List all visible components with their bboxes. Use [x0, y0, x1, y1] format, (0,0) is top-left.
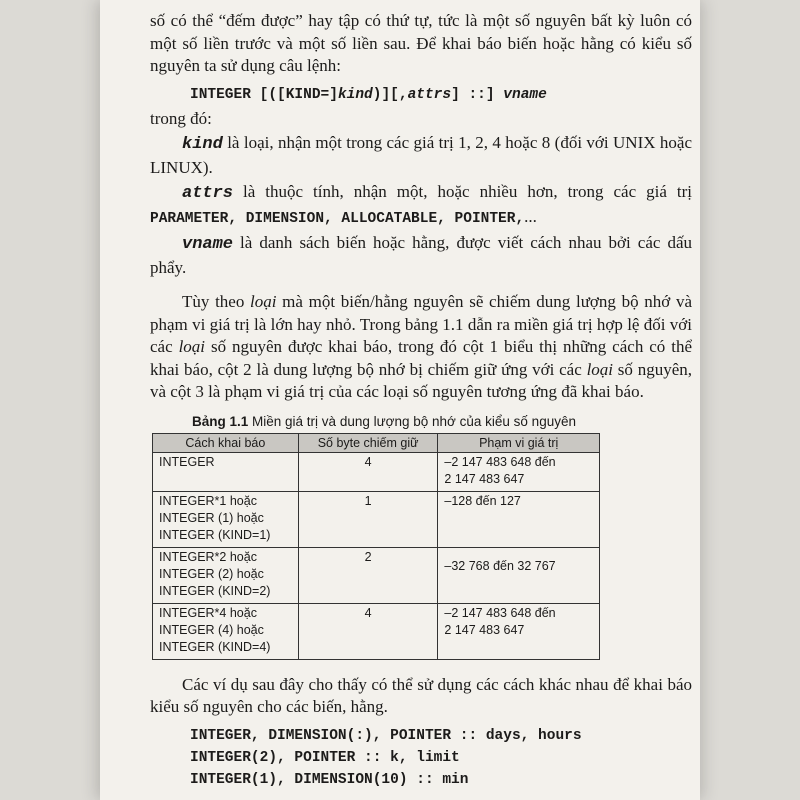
cell-declaration [153, 603, 299, 659]
table-row [153, 452, 600, 491]
table-row [153, 547, 600, 603]
decl-line: INTEGER*2 hoặc [159, 549, 257, 564]
decl-line: INTEGER [159, 454, 215, 469]
decl-line: INTEGER (KIND=4) [159, 639, 271, 654]
code-example-block [150, 725, 692, 791]
attrs-values: PARAMETER, DIMENSION, ALLOCATABLE, POINTER, [150, 210, 525, 227]
table-header-row [153, 433, 600, 452]
emphasis: loại [178, 337, 206, 356]
caption-label: Bảng 1.1 [192, 413, 249, 429]
vname-description [150, 232, 692, 279]
header-range: Phạm vi giá trị [438, 433, 600, 452]
book-page [100, 0, 700, 800]
cell-declaration [153, 491, 299, 547]
emphasis: loại [586, 359, 614, 379]
cell-bytes: 1 [298, 491, 438, 547]
cell-range [438, 491, 600, 547]
cell-bytes: 2 [298, 547, 438, 603]
decl-line: INTEGER (KIND=1) [159, 527, 271, 542]
trong-do-label: trong đó: [150, 108, 212, 128]
examples-intro-paragraph: Các ví dụ sau đây cho thấy có thể sử dụng các cách khác nhau để khai báo kiểu số nguyên cho các biến, hằng. [150, 674, 692, 716]
vname-desc: là danh sách biến hoặc hằng, được viết cách nhau bởi các dấu phẩy. [150, 233, 692, 277]
cell-range [438, 452, 600, 491]
syntax-vname: vname [503, 86, 547, 103]
decl-line: INTEGER*1 hoặc [159, 493, 257, 508]
table-caption [192, 414, 692, 429]
code-line: INTEGER(1), DIMENSION(10) :: min [190, 771, 469, 788]
decl-line: INTEGER (KIND=2) [159, 583, 271, 598]
intro-paragraph: số có thể “đếm được” hay tập có thứ tự, tức là một số nguyên bất kỳ luôn có một số liền trước và một số liền sau. Để khai báo biến hoặc hằng có kiểu số nguyên ta sử dụng câu lệnh: [150, 11, 692, 75]
attrs-term: attrs [182, 184, 234, 203]
code-line: INTEGER(2), POINTER :: k, limit [190, 749, 460, 766]
header-declaration: Cách khai báo [153, 433, 299, 452]
syntax-attrs: attrs [407, 86, 452, 103]
attrs-end: ... [524, 206, 537, 226]
decl-line: INTEGER (4) hoặc [159, 622, 264, 637]
vname-term: vname [182, 235, 234, 254]
range-line: –2 147 483 648 đến [444, 454, 556, 469]
range-line: –2 147 483 648 đến [444, 605, 556, 620]
decl-line: INTEGER*4 hoặc [159, 605, 257, 620]
caption-text: Miền giá trị và dung lượng bộ nhớ của kiểu số nguyên [248, 413, 576, 429]
cell-declaration [153, 547, 299, 603]
text-run: số nguyên được khai báo, trong đó cột 1 biểu thị những cách có thể khai báo, cột 2 là dung lượng bộ nhớ bị chiếm giữ ứng với các [150, 337, 692, 379]
cell-bytes: 4 [298, 603, 438, 659]
attrs-desc: là thuộc tính, nhận một, hoặc nhiều hơn, trong các giá trị [233, 182, 692, 201]
header-bytes: Số byte chiếm giữ [298, 433, 438, 452]
syntax-kind: kind [337, 86, 373, 103]
cell-declaration [153, 452, 299, 491]
table-row [153, 603, 600, 659]
range-line: 2 147 483 647 [444, 622, 525, 637]
syntax-part: INTEGER [([KIND=] [190, 86, 338, 103]
code-line: INTEGER, DIMENSION(:), POINTER :: days, hours [190, 727, 582, 744]
text-run: số nguyên, và cột 3 là phạm vi giá trị của các loại số nguyên tương ứng đã khai báo. [150, 359, 692, 401]
kind-desc: là loại, nhận một trong các giá trị 1, 2, 4 hoặc 8 (đối với UNIX hoặc LINUX). [150, 133, 692, 177]
range-line: 2 147 483 647 [444, 471, 525, 486]
range-line: –32 768 đến 32 767 [444, 558, 556, 573]
kind-description [150, 132, 692, 179]
text-run: mà một biến/hằng nguyên sẽ chiếm dung lượng bộ nhớ và phạm vi giá trị là lớn hay nhỏ. Trong bảng 1.1 dẫn ra miền giá trị hợp lệ đối với các [150, 292, 692, 356]
attrs-description [150, 181, 692, 230]
cell-range [438, 547, 600, 603]
syntax-line [190, 84, 692, 106]
integer-range-table [152, 433, 600, 660]
text-run: Tùy theo [182, 292, 251, 311]
decl-line: INTEGER (2) hoặc [159, 566, 264, 581]
emphasis: loại [250, 292, 277, 311]
table-row [153, 491, 600, 547]
kind-term: kind [182, 135, 223, 154]
table-intro-paragraph [150, 291, 692, 404]
range-line: –128 đến 127 [444, 493, 521, 508]
cell-range [438, 603, 600, 659]
decl-line: INTEGER (1) hoặc [159, 510, 264, 525]
page-content [150, 10, 692, 791]
cell-bytes: 4 [298, 452, 438, 491]
syntax-part: )][, [372, 86, 408, 103]
syntax-part: ] ::] [451, 86, 504, 103]
